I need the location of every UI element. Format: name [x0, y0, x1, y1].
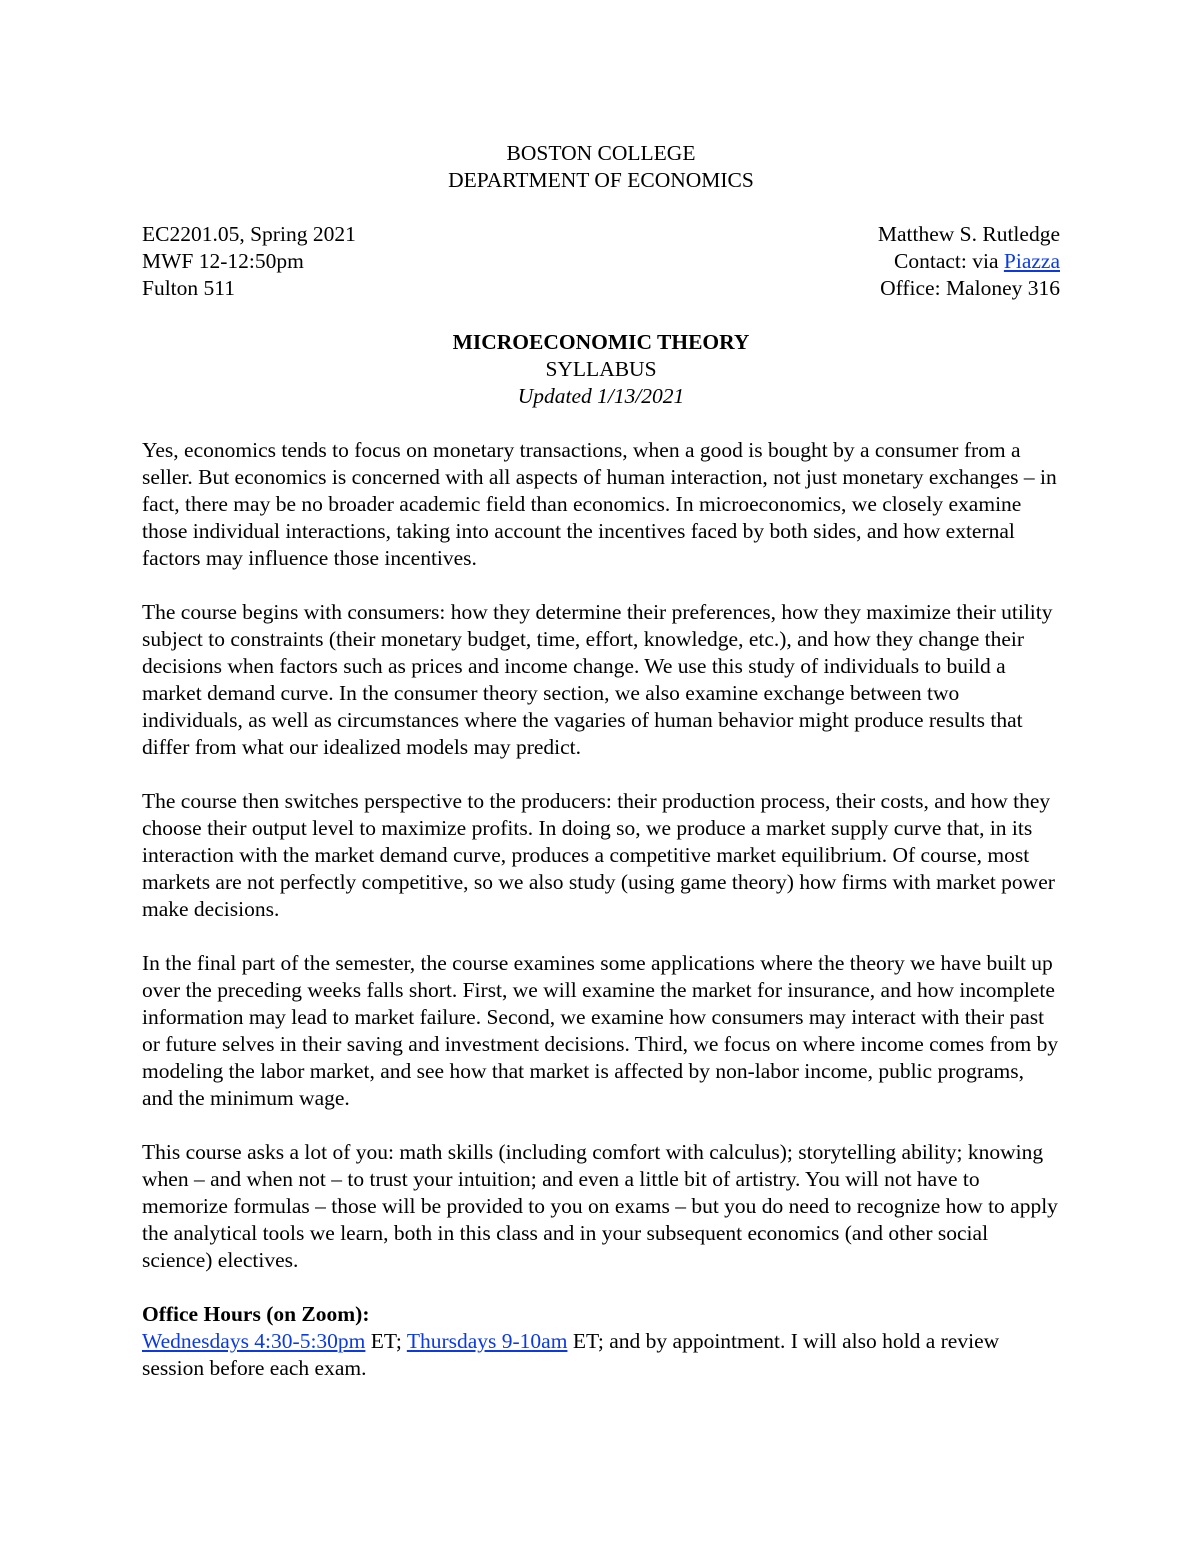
- institution-name: BOSTON COLLEGE: [506, 141, 696, 165]
- office-hours-separator: ET;: [365, 1329, 407, 1353]
- office-hours-section: [142, 1301, 1060, 1382]
- syllabus-page: [142, 140, 1060, 1382]
- course-schedule: MWF 12-12:50pm: [142, 249, 304, 273]
- paragraph-intro: Yes, economics tends to focus on monetary transactions, when a good is bought by a consumer from a seller. But economics is concerned with all aspects of human interaction, not just monetary exchanges – in fact, there may be no broader academic field than economics. In microeconomics, we closely examine those individual interactions, taking into account the incentives faced by both sides, and how external factors may influence those incentives.: [142, 438, 1057, 570]
- contact-prefix: Contact: via: [894, 249, 1004, 273]
- course-info-row: [142, 221, 1060, 302]
- title-block: [142, 329, 1060, 410]
- paragraph-consumers: The course begins with consumers: how they determine their preferences, how they maximize their utility subject to constraints (their monetary budget, time, effort, knowledge, etc.), and how they change their decisions when factors such as prices and income change. We use this study of individuals to build a market demand curve. In the consumer theory section, we also examine exchange between two individuals, as well as circumstances where the vagaries of human behavior might produce results that differ from what our idealized models may predict.: [142, 600, 1053, 759]
- instructor-office: Office: Maloney 316: [880, 276, 1060, 300]
- updated-date: Updated 1/13/2021: [517, 384, 685, 408]
- piazza-link[interactable]: Piazza: [1003, 249, 1060, 273]
- instructor-contact: [878, 248, 1060, 275]
- paragraph-producers: The course then switches perspective to the producers: their production process, their costs, and how they choose their output level to maximize profits. In doing so, we produce a market supply curve that, in its interaction with the market demand curve, produces a competitive market equilibrium. Of course, most markets are not perfectly competitive, so we also study (using game theory) how firms with market power make decisions.: [142, 789, 1055, 921]
- instructor-name: Matthew S. Rutledge: [877, 222, 1060, 246]
- instructor-details: [878, 221, 1060, 302]
- course-details: [142, 221, 356, 302]
- department-name: DEPARTMENT OF ECONOMICS: [448, 168, 754, 192]
- office-hours-rest: ET; and by appointment. I will also hold a review session before each exam.: [142, 1329, 1000, 1380]
- course-code: EC2201.05, Spring 2021: [142, 222, 356, 246]
- paragraph-expectations: This course asks a lot of you: math skills (including comfort with calculus); storytelling ability; knowing when – and when not – to trust your intuition; and even a little bit of artistry. You will not have to memorize formulas – those will be provided to you on exams – but you do need to recognize how to apply the analytical tools we learn, both in this class and in your subsequent economics (and other social science) electives.: [142, 1140, 1058, 1272]
- office-hours-text: [142, 1328, 1060, 1382]
- office-hours-heading: Office Hours (on Zoom):: [142, 1302, 370, 1326]
- thursday-zoom-link[interactable]: Thursdays 9-10am: [406, 1329, 568, 1353]
- course-title: MICROECONOMIC THEORY: [452, 330, 750, 354]
- wednesday-zoom-link[interactable]: Wednesdays 4:30-5:30pm: [142, 1329, 366, 1353]
- document-header: [142, 140, 1060, 194]
- paragraph-applications: In the final part of the semester, the course examines some applications where the theory we have built up over the preceding weeks falls short. First, we will examine the market for insurance, and how incomplete information may lead to market failure. Second, we examine how consumers may interact with their past or future selves in their saving and investment decisions. Third, we focus on where income comes from by modeling the labor market, and see how that market is affected by non-labor income, public programs, and the minimum wage.: [142, 951, 1059, 1110]
- document-subtitle: SYLLABUS: [545, 357, 657, 381]
- course-location: Fulton 511: [142, 276, 235, 300]
